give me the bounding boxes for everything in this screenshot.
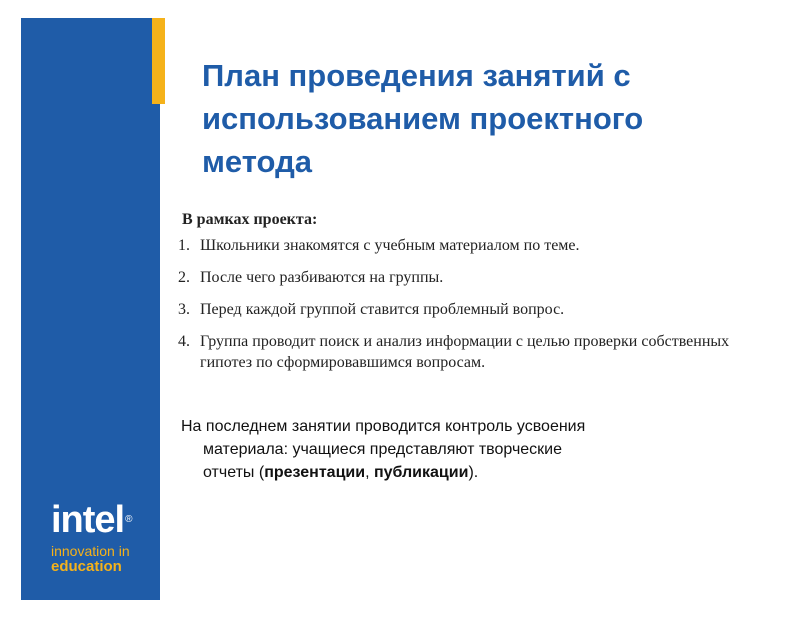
list-item-number: 4. bbox=[178, 333, 190, 350]
closing-separator: , bbox=[365, 464, 374, 481]
list-item-number: 1. bbox=[178, 237, 190, 254]
list-item-text: Школьники знакомятся с учебным материалом по теме. bbox=[200, 237, 580, 254]
closing-line-1: На последнем занятии проводится контроль усвоения bbox=[181, 418, 586, 435]
list-item-text: После чего разбиваются на группы. bbox=[200, 269, 444, 286]
registered-mark: ® bbox=[125, 514, 132, 525]
list-item-number: 3. bbox=[178, 301, 190, 318]
closing-bold-presentations: презентации bbox=[264, 464, 366, 481]
closing-suffix: ). bbox=[468, 464, 479, 481]
list-item-number: 2. bbox=[178, 269, 190, 286]
logo-word-text: intel bbox=[51, 499, 125, 541]
slide-body bbox=[178, 209, 738, 379]
logo-tagline-line1: innovation in bbox=[51, 543, 130, 559]
logo-wordmark bbox=[51, 500, 151, 540]
list-item-text: Группа проводит поиск и анализ информации с целью проверки собственных гипотез по сформировавшимся вопросам. bbox=[200, 333, 730, 371]
closing-line-3 bbox=[181, 461, 721, 484]
list-item bbox=[178, 235, 738, 256]
closing-prefix: отчеты ( bbox=[203, 464, 265, 481]
closing-bold-publications: публикации bbox=[373, 464, 469, 481]
accent-bar bbox=[152, 18, 165, 104]
steps-list bbox=[178, 235, 738, 373]
slide-title: План проведения занятий с использованием проектного метода bbox=[202, 58, 644, 179]
list-item-text: Перед каждой группой ставится проблемный вопрос. bbox=[200, 301, 565, 318]
closing-line-2: материала: учащиеся представляют творческие bbox=[203, 441, 563, 458]
list-item bbox=[178, 331, 738, 373]
logo-tagline bbox=[51, 544, 151, 574]
list-item bbox=[178, 267, 738, 288]
intro-text: В рамках проекта: bbox=[182, 211, 318, 228]
logo-tagline-line2: education bbox=[51, 558, 122, 575]
closing-paragraph bbox=[181, 415, 721, 484]
intel-logo bbox=[51, 500, 151, 574]
list-item bbox=[178, 299, 738, 320]
